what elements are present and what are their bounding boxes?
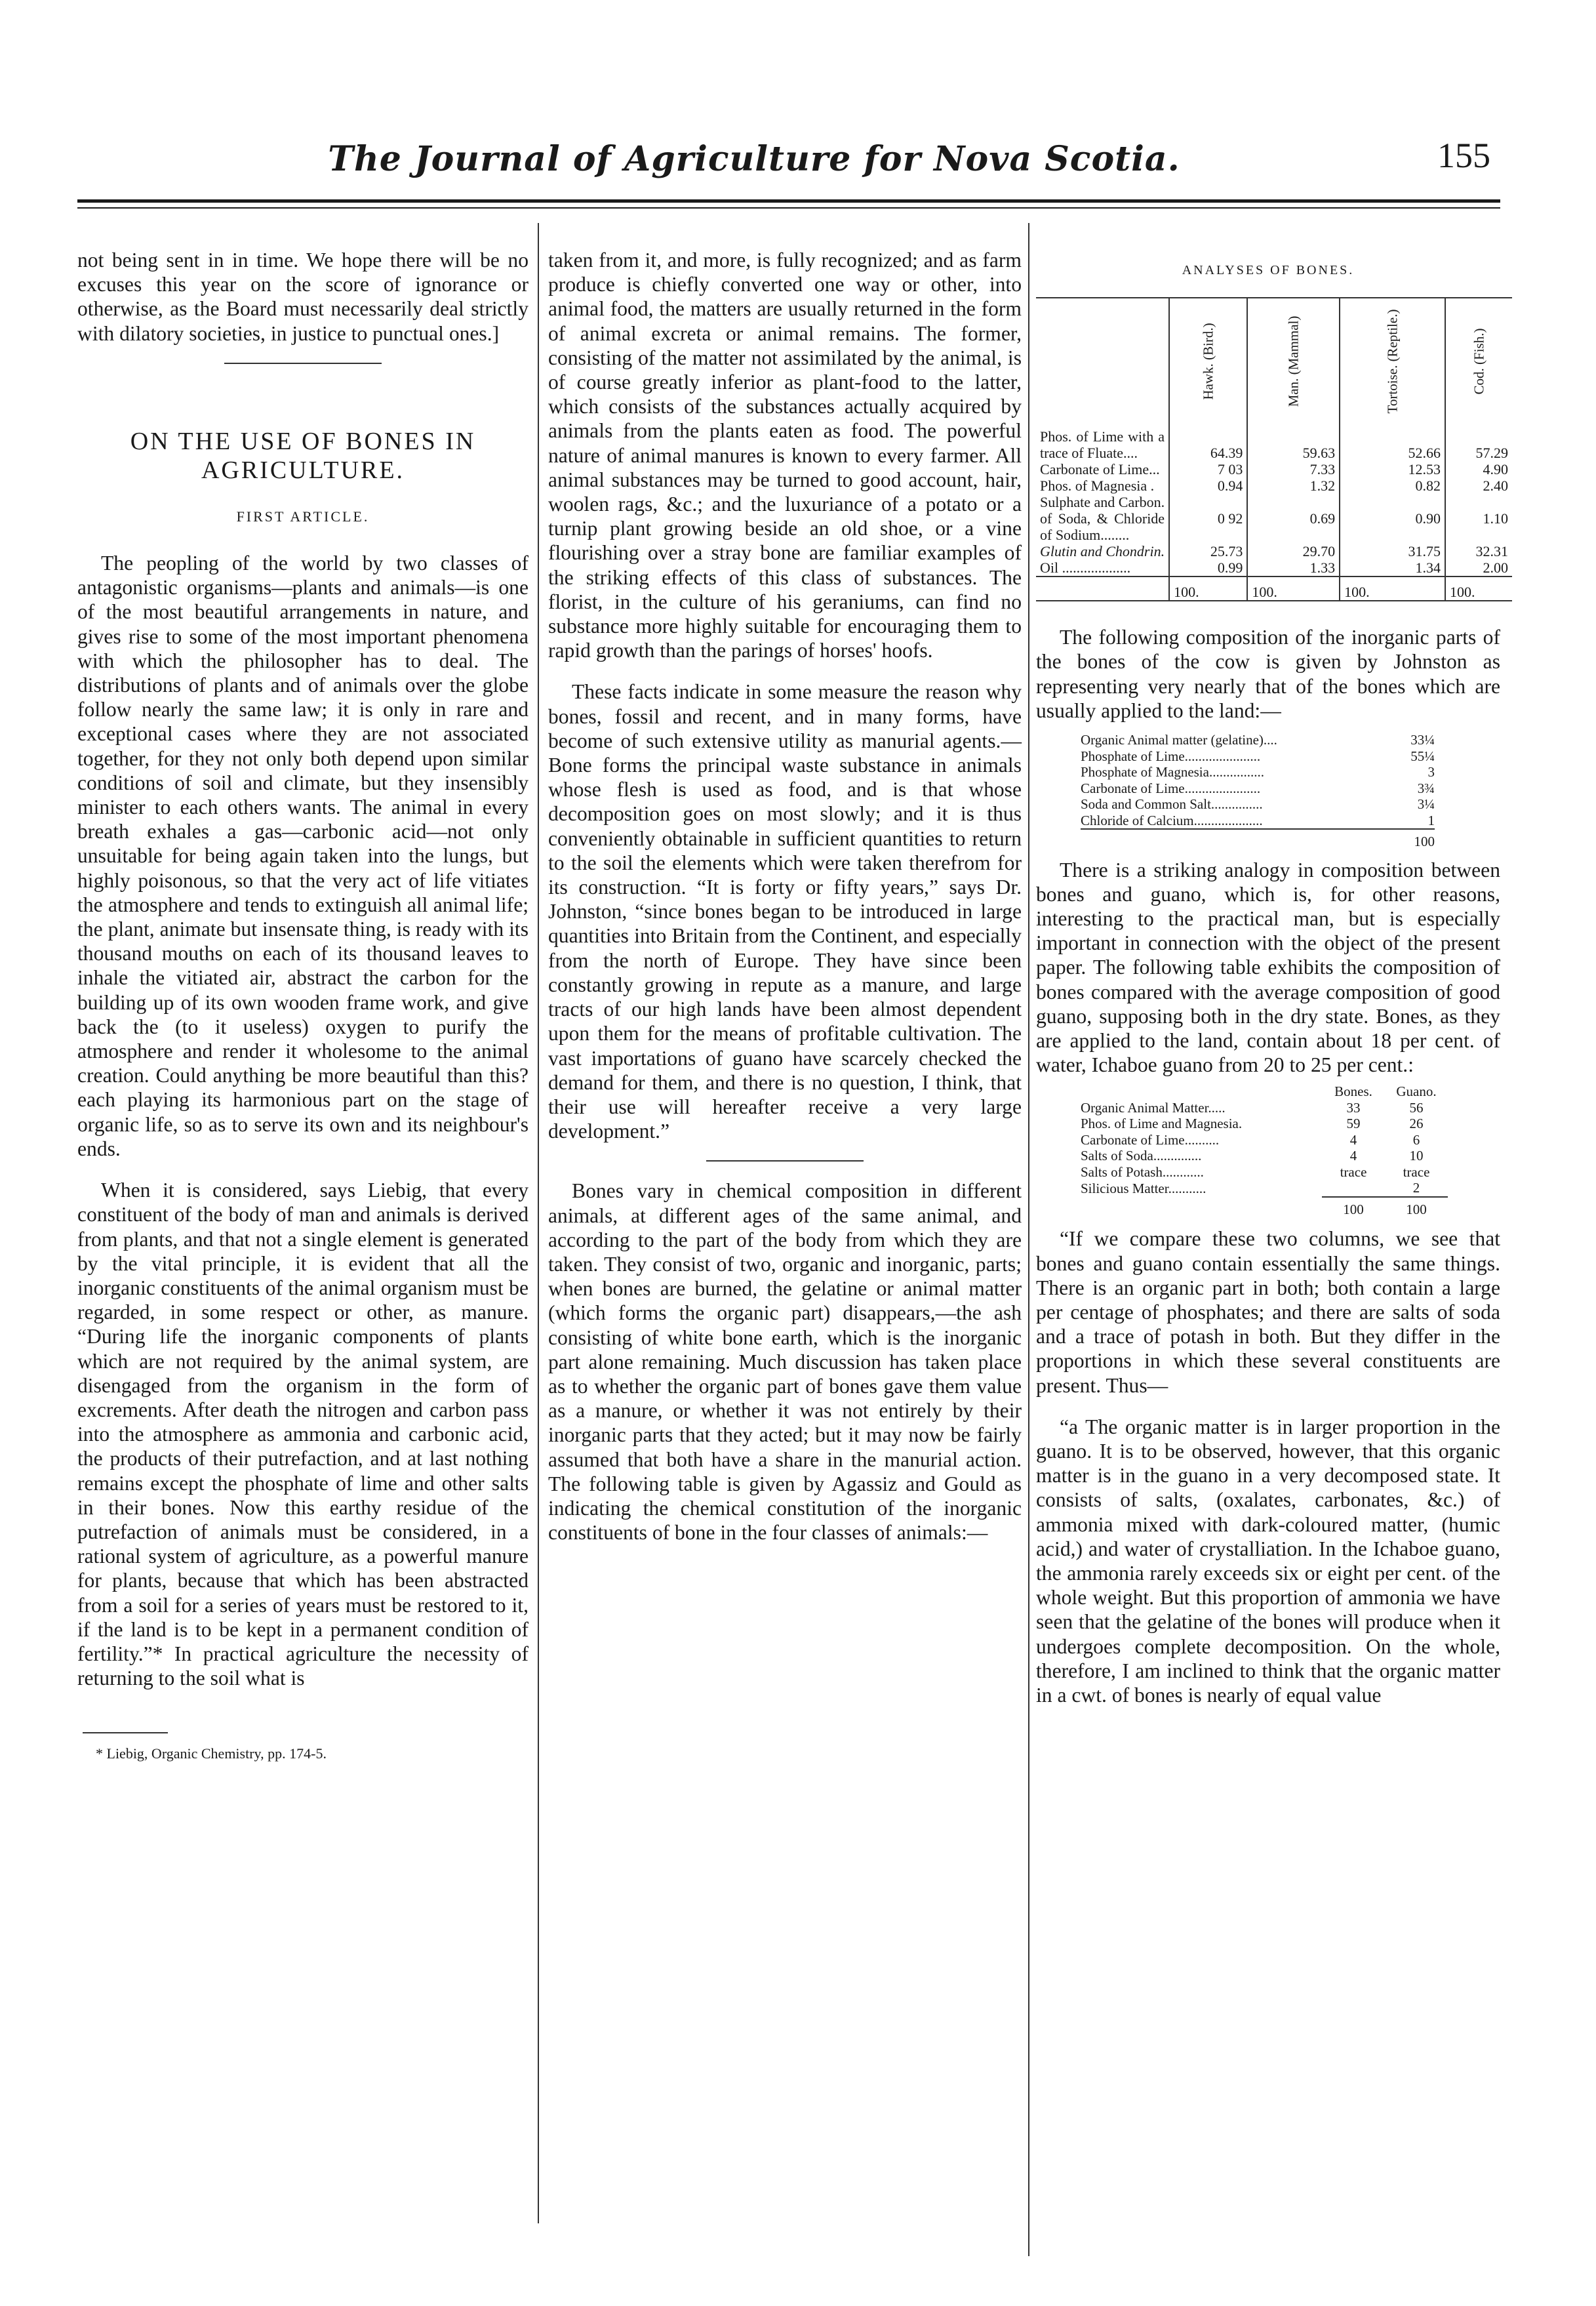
table-header-row (1036, 298, 1512, 423)
table-row (1036, 494, 1512, 543)
page-number: 155 (1437, 136, 1490, 175)
table-cell: 2.40 (1445, 477, 1512, 494)
table-row (1036, 559, 1512, 576)
table-total-row (1081, 829, 1435, 850)
table-row (1036, 477, 1512, 494)
bones-guano-table (1081, 1083, 1448, 1217)
table-cell: 100. (1247, 576, 1340, 601)
column-1 (77, 248, 529, 1764)
footnote-rule (83, 1732, 168, 1733)
paragraph: The following composition of the inorganic parts of the bones of the cow is given by Johnston as representing very nearly that of the bones which are usually applied to the land:— (1036, 626, 1500, 722)
paragraph: These facts indicate in some measure the reason why bones, fossil and recent, and in many forms, have become of such extensive utility as manurial agents.—Bone forms the principal waste substance in animals whose flesh is used as food, and is that whose decomposition goes on most slowly; and it is thus conveniently obtainable in sufficient quantities to return to the soil the elements which were taken therefrom for its construction. “It is forty or fifty years,” says Dr. Johnston, “since bones began to be introduced in large quantities into Britain from the Continent, and especially from the north of Europe. They have since been constantly growing in repute as a manure, and large tracts of our high lands have been almost dependent upon them for the means of profitable cultivation. The vast importations of guano have scarcely checked the demand for them, and there is no question, I think, that their use will hereafter receive a very large development.” (548, 680, 1022, 1143)
table-cell: 0.99 (1169, 559, 1247, 576)
row-label: Chloride of Calcium.................... (1081, 812, 1263, 828)
table-cell: 31.75 (1340, 543, 1445, 559)
column-header: Tortoise. (Reptile.) (1384, 309, 1401, 414)
table-cell: 56 (1409, 1099, 1424, 1116)
footnote: * Liebig, Organic Chemistry, pp. 174-5. (96, 1745, 327, 1762)
row-label: Phos. of Lime with a trace of Fluate.... (1040, 428, 1165, 462)
table-row (1036, 461, 1512, 477)
table-cell: 100 (1385, 1197, 1448, 1218)
table-cell: 4 (1349, 1131, 1357, 1148)
row-label: Phosphate of Magnesia................ (1081, 764, 1264, 780)
paragraph: taken from it, and more, is fully recognized; and as farm produce is chiefly converted one way or other, into animal food, the matters are usually returned in the form of animal excreta or animal remains. The former, consisting of the matter not assimilated by the animal, is of course greatly inferior as plant-food to the latter, which consists of the substances actually acquired by animals from the plants eaten as food. The powerful nature of animal manures is known to every farmer. All animal substances may be turned to good account, hair, woolen rags, &c.; and the luxuriance of a potato or a turnip plant growing beside an old shoe, or a vine flourishing over a stray bone are familiar examples of the striking effects of this class of substances. The florist, in the culture of his geraniums, can find no substance more highly suitable for encouraging them to rapid growth than the parings of horses' hoofs. (548, 249, 1022, 662)
row-label: Carbonate of Lime...................... (1081, 780, 1261, 796)
table-row (1081, 796, 1435, 813)
column-header: Cod. (Fish.) (1471, 328, 1487, 395)
column-3 (1036, 248, 1508, 1707)
table-cell: 0.94 (1169, 477, 1247, 494)
table-cell: 55¼ (1410, 748, 1435, 764)
table-cell: 7 03 (1169, 461, 1247, 477)
table-cell: 1.32 (1247, 477, 1340, 494)
table-cell: 29.70 (1247, 543, 1340, 559)
table-cell: 2.00 (1445, 559, 1512, 576)
paragraph: not being sent in in time. We hope there will be no excuses this year on the score of ignorance or otherwise, as the Board must necessarily deal strictly with dilatory societies, in justice to punctual ones.] (77, 249, 529, 345)
table-row (1081, 748, 1435, 765)
table-row (1036, 423, 1512, 461)
column-header: Hawk. (Bird.) (1200, 323, 1216, 400)
table-cell: 3¼ (1417, 796, 1435, 813)
row-label: Sulphate and Carbon. of Soda, & Chloride of Sodium........ (1040, 494, 1165, 544)
row-label: Organic Animal matter (gelatine).... (1081, 732, 1277, 748)
table-cell: 6 (1412, 1131, 1420, 1148)
column-header: Man. (Mammal) (1285, 315, 1302, 407)
table-row (1081, 732, 1435, 748)
table-row (1081, 1132, 1448, 1148)
table-cell: 100. (1340, 576, 1445, 601)
divider (706, 1160, 864, 1162)
table-cell: 0.90 (1340, 494, 1445, 543)
table-row (1036, 543, 1512, 559)
table-cell: 10 (1409, 1148, 1424, 1164)
table-cell: 1.33 (1247, 559, 1340, 576)
table-cell: 0 92 (1169, 494, 1247, 543)
table-cell: 64.39 (1169, 423, 1247, 461)
row-label: Salts of Soda.............. (1081, 1148, 1202, 1164)
table-cell: 4.90 (1445, 461, 1512, 477)
header-rule-thin (77, 207, 1500, 209)
table-cell: 57.29 (1445, 423, 1512, 461)
running-title: The Journal of Agriculture for Nova Scotia. (328, 139, 1180, 179)
column-2 (548, 248, 1022, 1545)
table-cell: 0.69 (1247, 494, 1340, 543)
table-cell: 100. (1445, 576, 1512, 601)
table-cell: 100 (1387, 829, 1435, 850)
row-label: Organic Animal Matter..... (1081, 1099, 1226, 1116)
paragraph: “If we compare these two columns, we see that bones and guano contain essentially the same things. There is an organic part in both; both contain a large per centage of phosphates; and there are salts of soda and a trace of potash in both. But they differ in the proportions in which these several constituents are present. Thus— (1036, 1227, 1500, 1397)
table-cell: 100 (1322, 1197, 1385, 1218)
row-label: Phos. of Lime and Magnesia. (1081, 1116, 1243, 1132)
table-row (1081, 813, 1435, 830)
table-total-row (1081, 1197, 1448, 1218)
table-cell: 1 (1427, 812, 1435, 828)
row-label: Phos. of Magnesia . (1040, 477, 1155, 495)
column-divider (538, 223, 539, 2223)
row-label: Carbonate of Lime... (1040, 461, 1160, 478)
table-cell: 0.82 (1340, 477, 1445, 494)
column-divider (1028, 223, 1029, 2256)
table-cell: 3 (1427, 764, 1435, 780)
table-row (1081, 764, 1435, 780)
table-caption: ANALYSES OF BONES. (1182, 263, 1355, 277)
row-label: Glutin and Chondrin. (1040, 543, 1165, 560)
row-label: Oil ................... (1040, 559, 1131, 576)
row-label: Soda and Common Salt............... (1081, 796, 1263, 813)
paragraph: “a The organic matter is in larger proportion in the guano. It is to be observed, however, that this organic matter is in the guano in a very decomposed state. It consists of salts, (oxalates, carbonates, &c.) of ammonia mixed with dark-coloured matter, (humic acid,) and water of crystalliation. In the Ichaboe guano, the ammonia rarely exceeds six or eight per cent. of the whole weight. But this proportion of ammonia we have seen that the gelatine of the bones will produce when it undergoes complete decomposition. On the whole, therefore, I am inclined to think that the organic matter in a cwt. of bones is nearly of equal value (1036, 1415, 1500, 1707)
table-cell: 32.31 (1445, 543, 1512, 559)
header-rule (77, 199, 1500, 203)
row-label: Salts of Potash............ (1081, 1163, 1204, 1180)
table-row (1081, 1164, 1448, 1181)
table-row (1081, 1100, 1448, 1116)
cow-bone-composition-table (1081, 732, 1435, 850)
table-row (1081, 780, 1435, 797)
column-header: Bones. (1334, 1083, 1372, 1100)
column-header: Guano. (1396, 1083, 1437, 1100)
table-cell: trace (1403, 1163, 1430, 1180)
table-cell: 12.53 (1340, 461, 1445, 477)
divider (224, 363, 382, 364)
table-cell: 33 (1346, 1099, 1361, 1116)
table-cell: 1.34 (1340, 559, 1445, 576)
paragraph: When it is considered, says Liebig, that every constituent of the body of man and animals is derived from plants, and that not a single element is generated by the vital principle, it is evident that all the inorganic constituents of the animal organism must be regarded, in some respect or other, as manure. “During life the inorganic components of plants which are not required by the animal system, are disengaged from the organism in the form of excrements. After death the nitrogen and carbon pass into the atmosphere as ammonia and carbonic acid, the products of their putrefaction, and at last nothing remains except the phosphate of lime and other salts in their bones. Now this earthy residue of the putrefaction of animals must be considered, in a rational system of agriculture, as a powerful manure for plants, because that which has been abstracted from a soil for a series of years must be restored to it, if the land is to be kept in a permanent condition of fertility.”* In practical agriculture the necessity of returning to the soil what is (77, 1179, 529, 1690)
table-row (1081, 1148, 1448, 1164)
paragraph: There is a striking analogy in composition between bones and guano, which is, for other reasons, interesting to the practical man, but is especially important in connection with the object of the present paper. The following table exhibits the composition of bones compared with the average composition of good guano, supposing both in the dry state. Bones, as they are applied to the land, contain about 18 per cent. of water, Ichaboe guano from 20 to 25 per cent.: (1036, 858, 1500, 1077)
table-cell: 4 (1349, 1148, 1357, 1164)
table-row (1081, 1180, 1448, 1197)
row-label: Carbonate of Lime.......... (1081, 1131, 1220, 1148)
table-cell: 33¼ (1410, 732, 1435, 748)
table-cell: 2 (1412, 1180, 1420, 1196)
table-cell: 59.63 (1247, 423, 1340, 461)
table-cell: 59 (1346, 1116, 1361, 1132)
paragraph: Bones vary in chemical composition in different animals, at different ages of the same animal, and according to the part of the body from which they are taken. They consist of two, organic and inorganic, parts; when bones are burned, the gelatine or animal matter (which forms the organic part) disappears,—the ash consisting of white bone earth, which is the inorganic part alone remaining. Much discussion has taken place as to whether the organic part of bones gave them value as a manure, or whether it was not entirely by their inorganic parts that they acted; but it may now be fairly assumed that both have a share in the manurial action. The following table is given by Agassiz and Gould as indicating the chemical constitution of the inorganic constituents of bone in the four classes of animals:— (548, 1179, 1022, 1545)
table-cell: 7.33 (1247, 461, 1340, 477)
table-total-row (1036, 576, 1512, 601)
paragraph: The peopling of the world by two classes of antagonistic organisms—plants and animals—is one of the most beautiful arrangements in nature, and gives rise to some of the most important phenomena with which the philosopher has to deal. The distributions of plants and of animals over the globe follow nearly the same law; it is only in rare and exceptional cases where they are not associated together, for they not only both depend upon similar conditions of soil and climate, but they insensibly minister to each others wants. The animal in every breath exhales a gas—carbonic acid—not only unsuitable for being again taken into the lungs, but highly poisonous, so that the very act of life vitiates the atmosphere and tends to extinguish all animal life; the plant, animate but insensate thing, is ready with its thousand mouths on each of its thousand leaves to inhale the vitiated air, abstract the carbon for the building up of its own wooden frame work, and give back the (to it useless) oxygen to purify the atmosphere and render it wholesome to the animal creation. Could anything be more beautiful than this? each playing its harmonious part on the stage of organic life, so as to serve its own and its neighbour's ends. (77, 552, 529, 1160)
table-cell: 52.66 (1340, 423, 1445, 461)
row-label: Silicious Matter........... (1081, 1180, 1207, 1196)
row-label: Phosphate of Lime...................... (1081, 748, 1261, 764)
table-cell: 26 (1409, 1116, 1424, 1132)
analyses-table (1036, 297, 1512, 601)
table-cell: 1.10 (1445, 494, 1512, 543)
table-header-row (1081, 1083, 1448, 1100)
table-cell: trace (1340, 1163, 1367, 1180)
table-cell: 100. (1169, 576, 1247, 601)
table-row (1081, 1116, 1448, 1132)
section-heading: FIRST ARTICLE. (236, 508, 370, 525)
table-cell: 3¾ (1417, 780, 1435, 796)
article-title: ON THE USE OF BONES IN AGRICULTURE. (130, 427, 476, 484)
table-cell: 25.73 (1169, 543, 1247, 559)
table-cell (1322, 1180, 1385, 1197)
